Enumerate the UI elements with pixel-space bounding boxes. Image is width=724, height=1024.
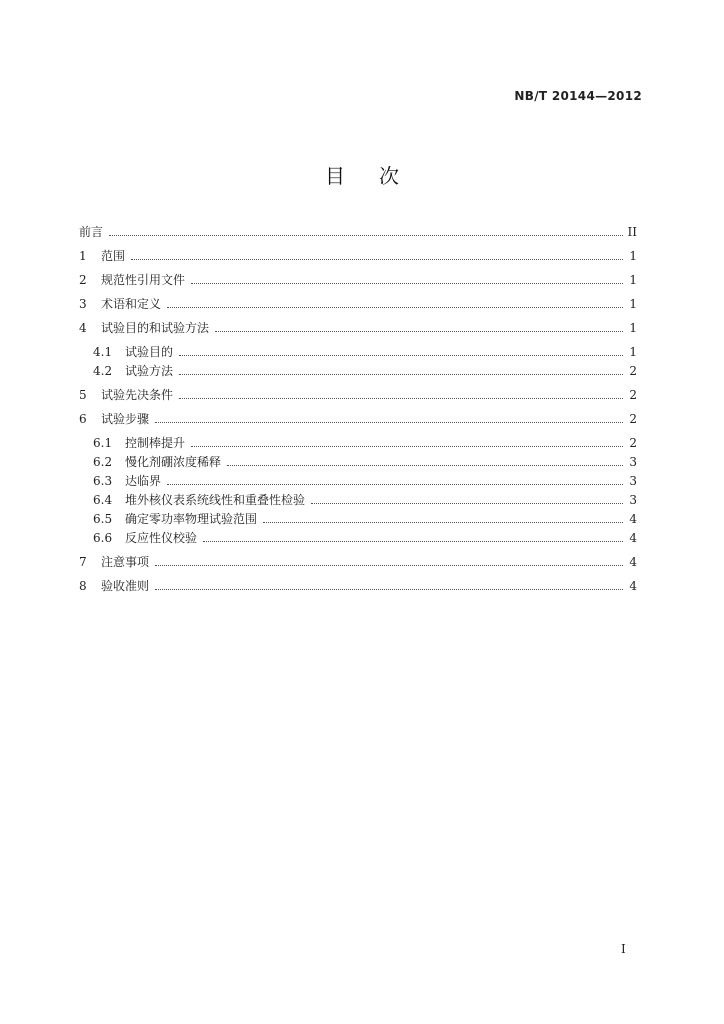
toc-entry-page: 3 bbox=[629, 455, 637, 469]
toc-entry-number: 6.4 bbox=[93, 493, 113, 507]
toc-entry-label: 慢化剂硼浓度稀释 bbox=[125, 455, 222, 469]
toc-entry-page: 1 bbox=[629, 297, 637, 311]
toc-entry-page: 3 bbox=[629, 474, 637, 488]
toc-leader-dots bbox=[215, 331, 623, 332]
toc-leader-dots bbox=[109, 235, 623, 236]
toc-leader-dots bbox=[179, 355, 623, 356]
toc-leader-dots bbox=[179, 398, 623, 399]
toc-leader-dots bbox=[167, 307, 623, 308]
toc-entry-page: 4 bbox=[629, 579, 637, 593]
toc-entry-number: 8 bbox=[79, 579, 87, 593]
toc-entry-number: 2 bbox=[79, 273, 87, 287]
toc-entry-scope[interactable] bbox=[79, 245, 637, 263]
toc-entry-normative-references[interactable] bbox=[79, 269, 637, 287]
toc-entry-page: 1 bbox=[629, 345, 637, 359]
toc-entry-test-method[interactable] bbox=[93, 360, 637, 378]
toc-entry-reactimeter-calibration[interactable] bbox=[93, 527, 637, 545]
toc-entry-terms-definitions[interactable] bbox=[79, 293, 637, 311]
toc-leader-dots bbox=[191, 446, 623, 447]
toc-entry-criticality[interactable] bbox=[93, 470, 637, 488]
toc-entry-label: 术语和定义 bbox=[101, 297, 162, 311]
toc-entry-number: 6 bbox=[79, 412, 87, 426]
toc-entry-boron-dilution[interactable] bbox=[93, 451, 637, 469]
toc-leader-dots bbox=[311, 503, 623, 504]
toc-leader-dots bbox=[203, 541, 623, 542]
toc-entry-precautions[interactable] bbox=[79, 551, 637, 569]
toc-leader-dots bbox=[191, 283, 623, 284]
toc-leader-dots bbox=[179, 374, 623, 375]
toc-entry-number: 4.2 bbox=[93, 364, 113, 378]
toc-entry-acceptance-criteria[interactable] bbox=[79, 575, 637, 593]
toc-entry-foreword[interactable] bbox=[79, 221, 637, 239]
toc-entry-test-steps[interactable] bbox=[79, 408, 637, 426]
toc-entry-label: 规范性引用文件 bbox=[101, 273, 186, 287]
toc-entry-label: 范围 bbox=[101, 249, 126, 263]
toc-entry-page: 2 bbox=[629, 436, 637, 450]
toc-entry-label: 试验方法 bbox=[125, 364, 174, 378]
toc-entry-label: 反应性仪校验 bbox=[125, 531, 198, 545]
toc-entry-label: 控制棒提升 bbox=[125, 436, 186, 450]
toc-leader-dots bbox=[263, 522, 623, 523]
toc-entry-number: 3 bbox=[79, 297, 87, 311]
toc-entry-label: 确定零功率物理试验范围 bbox=[125, 512, 258, 526]
toc-leader-dots bbox=[155, 422, 623, 423]
toc-entry-number: 6.1 bbox=[93, 436, 113, 450]
toc-entry-zero-power-range[interactable] bbox=[93, 508, 637, 526]
toc-title bbox=[0, 160, 724, 189]
toc-entry-label: 达临界 bbox=[125, 474, 162, 488]
toc-entry-page: 2 bbox=[629, 388, 637, 402]
toc-entry-number: 6.3 bbox=[93, 474, 113, 488]
toc-entry-label: 注意事项 bbox=[101, 555, 150, 569]
toc-entry-number: 6.5 bbox=[93, 512, 113, 526]
toc-entry-control-rod-withdrawal[interactable] bbox=[93, 432, 637, 450]
toc-entry-number: 6.2 bbox=[93, 455, 113, 469]
toc-entry-page: II bbox=[627, 225, 637, 239]
toc-entry-number: 5 bbox=[79, 388, 87, 402]
toc-entry-page: 2 bbox=[629, 412, 637, 426]
toc-entry-page: 1 bbox=[629, 321, 637, 335]
toc-leader-dots bbox=[131, 259, 623, 260]
toc-entry-page: 4 bbox=[629, 531, 637, 545]
page-number: I bbox=[621, 942, 626, 956]
toc-entry-label: 试验目的 bbox=[125, 345, 174, 359]
toc-entry-page: 1 bbox=[629, 249, 637, 263]
document-code: NB/T 20144—2012 bbox=[514, 89, 642, 103]
toc-leader-dots bbox=[155, 565, 623, 566]
toc-entry-label: 试验先决条件 bbox=[101, 388, 174, 402]
toc-entry-page: 4 bbox=[629, 555, 637, 569]
toc-entry-page: 2 bbox=[629, 364, 637, 378]
toc-entry-label: 前言 bbox=[79, 225, 104, 239]
toc-title-char-2: 次 bbox=[379, 164, 399, 188]
toc-entry-label: 堆外核仪表系统线性和重叠性检验 bbox=[125, 493, 306, 507]
toc-entry-number: 4.1 bbox=[93, 345, 113, 359]
toc-entry-page: 4 bbox=[629, 512, 637, 526]
toc-title-char-1: 目 bbox=[325, 164, 345, 188]
toc-entry-label: 试验步骤 bbox=[101, 412, 150, 426]
toc-entry-test-purpose[interactable] bbox=[93, 341, 637, 359]
toc-entry-purpose-methods[interactable] bbox=[79, 317, 637, 335]
toc-entry-number: 4 bbox=[79, 321, 87, 335]
toc-entry-number: 6.6 bbox=[93, 531, 113, 545]
toc-entry-page: 1 bbox=[629, 273, 637, 287]
toc-entry-page: 3 bbox=[629, 493, 637, 507]
toc-entry-label: 验收准则 bbox=[101, 579, 150, 593]
toc-leader-dots bbox=[227, 465, 623, 466]
toc-entry-number: 7 bbox=[79, 555, 87, 569]
toc-leader-dots bbox=[155, 589, 623, 590]
toc-entry-excore-linearity[interactable] bbox=[93, 489, 637, 507]
toc-entry-label: 试验目的和试验方法 bbox=[101, 321, 210, 335]
toc-leader-dots bbox=[167, 484, 623, 485]
toc-entry-prerequisites[interactable] bbox=[79, 384, 637, 402]
toc-entry-number: 1 bbox=[79, 249, 87, 263]
